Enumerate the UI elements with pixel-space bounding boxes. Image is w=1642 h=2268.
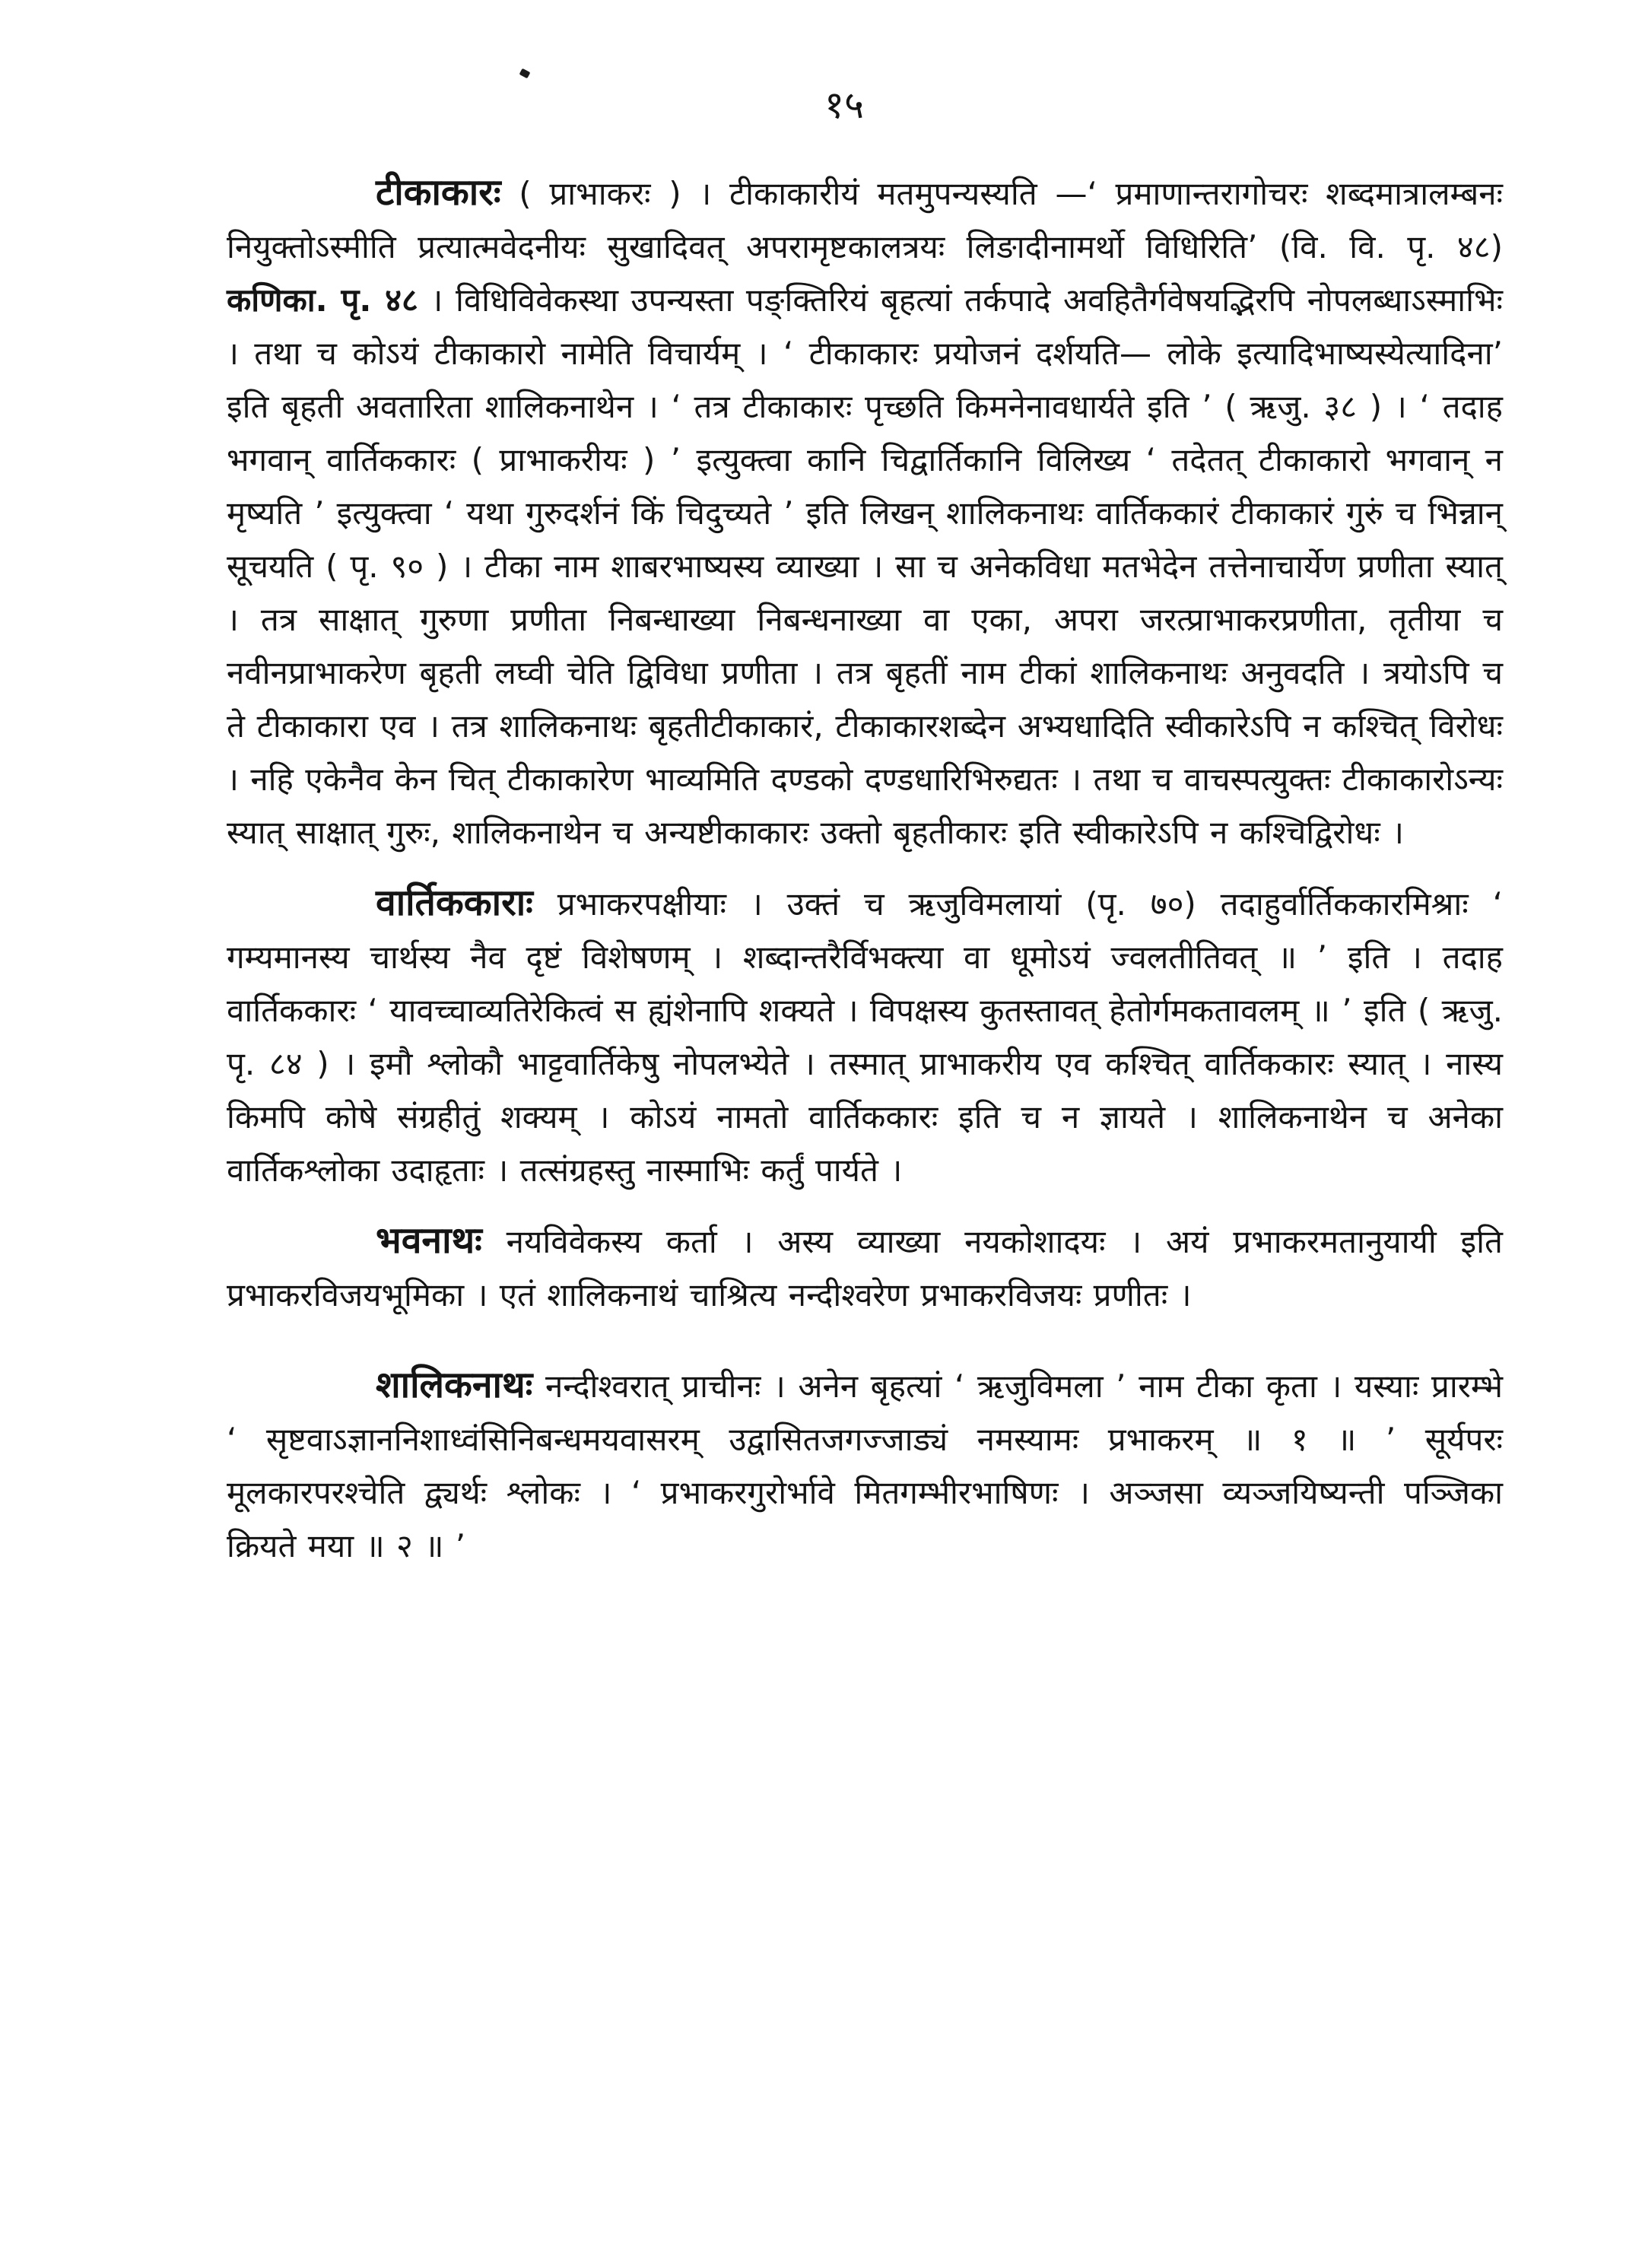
paragraph-vartikakara	[227, 876, 1503, 1197]
section-heading-shalikanatha: शालिकनाथः	[376, 1364, 533, 1406]
paragraph-text: । विधिविवेकस्था उपन्यस्ता पङ्क्तिरियं बृहत्यां तर्कपादे अवहितैर्गवेषयद्भिरपि नोपलब्धाऽस्माभिः । तथा च कोऽयं टीकाकारो नामेति विचार्यम् । ‘ टीकाकारः प्रयोजनं दर्शयति— लोके इत्यादिभाष्यस्येत्यादिना’ इति बृहती अवतारिता शालिकनाथेन । ‘ तत्र टीकाकारः पृच्छति किमनेनावधार्यते इति ’ ( ऋजु. ३८ ) । ‘ तदाह भगवान् वार्तिककारः ( प्राभाकरीयः ) ’ इत्युक्त्वा कानि चिद्वार्तिकानि विलिख्य ‘ तदेतत् टीकाकारो भगवान् न मृष्यति ’ इत्युक्त्वा ‘ यथा गुरुदर्शनं किं चिदुच्यते ’ इति लिखन् शालिकनाथः वार्तिककारं टीकाकारं गुरुं च भिन्नान् सूचयति ( पृ. ९० ) । टीका नाम शाबरभाष्यस्य व्याख्या । सा च अनेकविधा मतभेदेन तत्तेनाचार्येण प्रणीता स्यात् । तत्र साक्षात् गुरुणा प्रणीता निबन्धाख्या निबन्धनाख्या वा एका, अपरा जरत्प्राभाकरप्रणीता, तृतीया च नवीनप्राभाकरेण बृहती लघ्वी चेति द्विविधा प्रणीता । तत्र बृहतीं नाम टीकां शालिकनाथः अनुवदति । त्रयोऽपि च ते टीकाकारा एव । तत्र शालिकनाथः बृहतीटीकाकारं, टीकाकारशब्देन अभ्यधादिति स्वीकारेऽपि न कश्चित् विरोधः । नहि एकेनैव केन चित् टीकाकारेण भाव्यमिति दण्डको दण्डधारिभिरुद्यतः । तथा च वाचस्पत्युक्तः टीकाकारोऽन्यः स्यात् साक्षात् गुरुः, शालिकनाथेन च अन्यष्टीकाकारः उक्तो बृहतीकारः इति स्वीकारेऽपि न कश्चिद्विरोधः ।	[227, 281, 1504, 851]
ink-speck	[519, 68, 531, 79]
paragraph-tikakara	[227, 166, 1503, 859]
paragraph-bhavanatha	[227, 1214, 1503, 1322]
section-heading-bhavanatha: भवनाथः	[376, 1219, 482, 1262]
kanika-reference: कणिका. पृ. ४८	[227, 281, 418, 319]
section-heading-vartikakara: वार्तिककाराः	[376, 881, 533, 924]
paragraph-text: ( प्राभाकरः ) । टीकाकारीयं मतमुपन्यस्यति —‘ प्रमाणान्तरागोचरः शब्दमात्रालम्बनः नियुक्तोऽस्मीति प्रत्यात्मवेदनीयः सुखादिवत् अपरामृष्टकालत्रयः लिङादीनामर्थो विधिरिति’ (वि. वि. पृ. ४८)	[227, 175, 1503, 265]
paragraph-text: प्रभाकरपक्षीयाः । उक्तं च ऋजुविमलायां (पृ. ७०) तदाहुर्वार्तिककारमिश्राः ‘ गम्यमानस्य चार्थस्य नैव दृष्टं विशेषणम् । शब्दान्तरैर्विभक्त्या वा धूमोऽयं ज्वलतीतिवत् ॥ ’ इति । तदाह वार्तिककारः ‘ यावच्चाव्यतिरेकित्वं स ह्यंशेनापि शक्यते । विपक्षस्य कुतस्तावत् हेतोर्गमकतावलम् ॥ ’ इति ( ऋजु. पृ. ८४ ) । इमौ श्लोकौ भाट्टवार्तिकेषु नोपलभ्येते । तस्मात् प्राभाकरीय एव कश्चित् वार्तिककारः स्यात् । नास्य किमपि कोषे संग्रहीतुं शक्यम् । कोऽयं नामतो वार्तिककारः इति च न ज्ञायते । शालिकनाथेन च अनेका वार्तिकश्लोका उदाहृताः । तत्संग्रहस्तु नास्माभिः कर्तुं पार्यते ।	[227, 885, 1503, 1189]
section-heading-tikakara: टीकाकारः	[376, 171, 501, 214]
paragraph-text: नयविवेकस्य कर्ता । अस्य व्याख्या नयकोशादयः । अयं प्रभाकरमतानुयायी इति प्रभाकरविजयभूमिका । एतं शालिकनाथं चाश्रित्य नन्दीश्वरेण प्रभाकरविजयः प्रणीतः ।	[227, 1223, 1503, 1313]
paragraph-text: नन्दीश्वरात् प्राचीनः । अनेन बृहत्यां ‘ ऋजुविमला ’ नाम टीका कृता । यस्याः प्रारम्भे ‘ सृष्टवाऽज्ञाननिशाध्वंसिनिबन्धमयवासरम् उद्वासितजगज्जाड्यं नमस्यामः प्रभाकरम् ॥ १ ॥ ’ सूर्यपरः मूलकारपरश्चेति द्व्यर्थः श्लोकः । ‘ प्रभाकरगुरोर्भावे मितगम्भीरभाषिणः । अञ्जसा व्यञ्जयिष्यन्ती पञ्जिका क्रियते मया ॥ २ ॥ ’	[227, 1367, 1503, 1564]
page-number: १५	[824, 83, 864, 127]
body-text	[227, 166, 1503, 1573]
paragraph-shalikanatha	[227, 1358, 1503, 1573]
